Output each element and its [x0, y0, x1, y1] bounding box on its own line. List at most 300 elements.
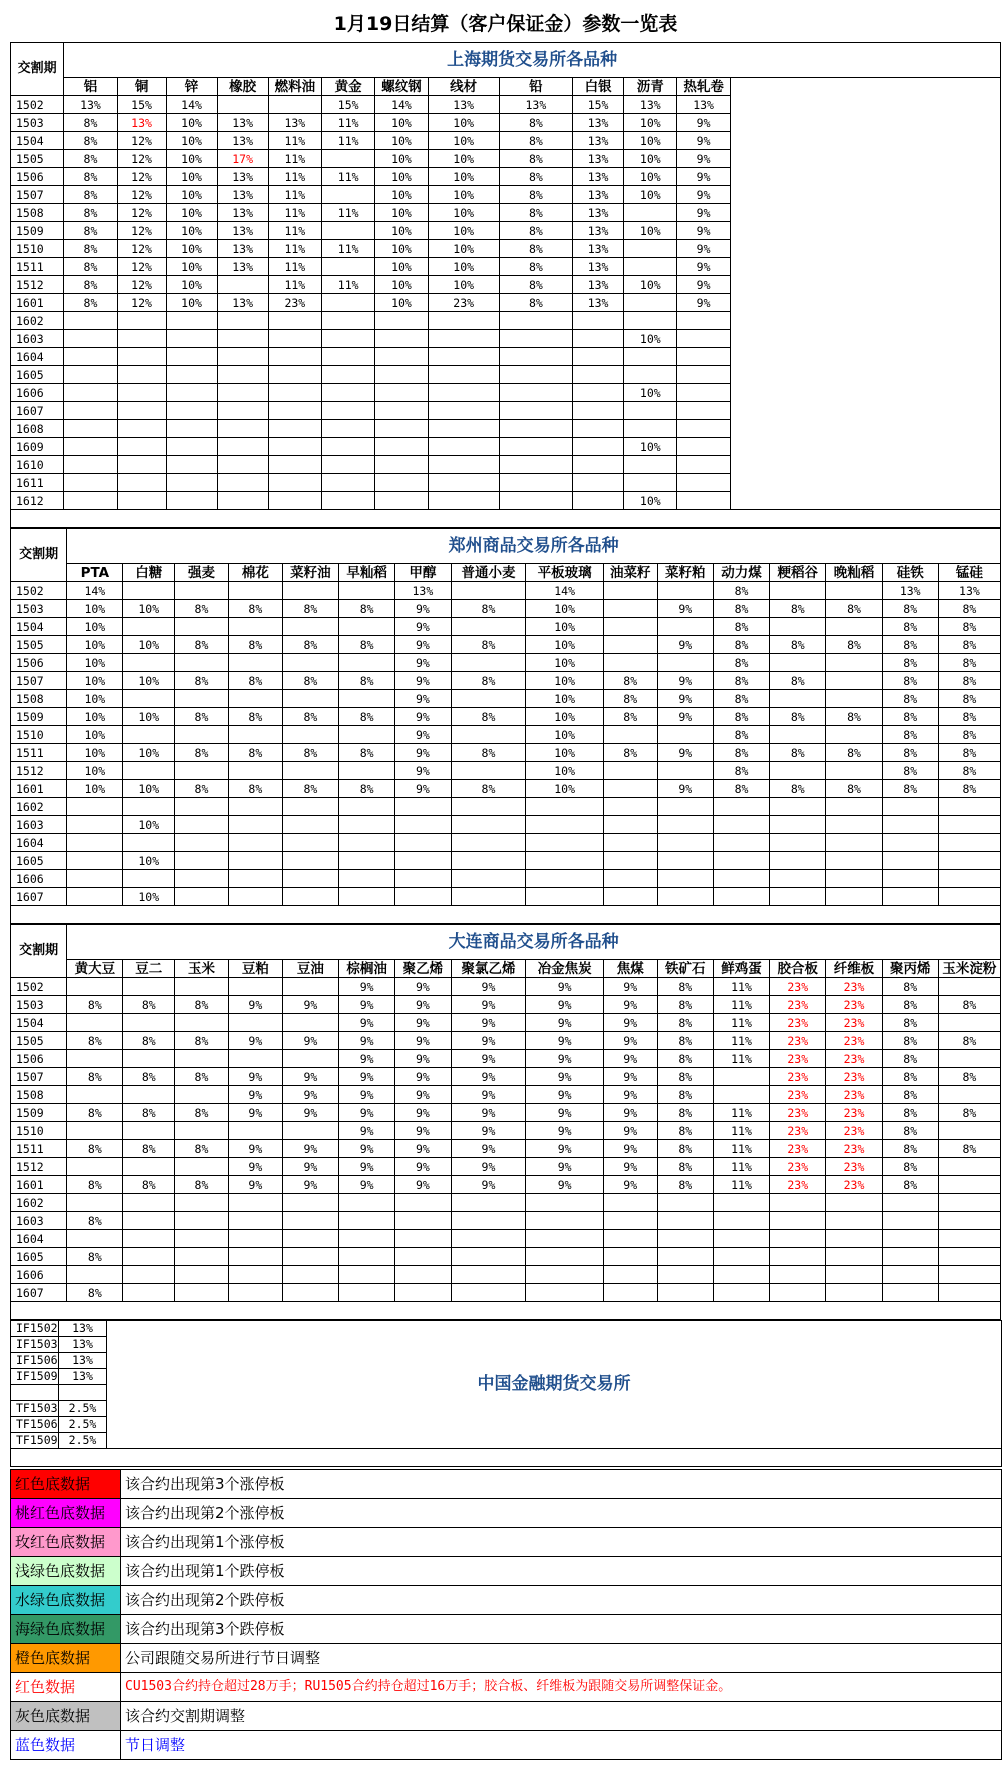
- margin-cell: [826, 618, 882, 636]
- margin-cell: [603, 1230, 657, 1248]
- table-row: [11, 744, 1001, 762]
- margin-cell: [117, 456, 166, 474]
- margin-cell: 23%: [770, 1158, 826, 1176]
- shfe-table: [10, 42, 1001, 528]
- margin-cell: [166, 330, 217, 348]
- blank-cell: [730, 276, 1000, 294]
- margin-cell: [624, 294, 677, 312]
- margin-cell: [713, 1086, 769, 1104]
- legend-swatch-label: 玫红色底数据: [11, 1528, 121, 1557]
- margin-cell: 10%: [526, 618, 603, 636]
- margin-cell: 11%: [713, 1014, 769, 1032]
- margin-cell: 11%: [322, 132, 375, 150]
- product-header: 棉花: [228, 564, 282, 582]
- margin-cell: 10%: [375, 222, 428, 240]
- margin-cell: 8%: [282, 600, 338, 618]
- margin-cell: [713, 1194, 769, 1212]
- margin-cell: 8%: [175, 1032, 229, 1050]
- margin-cell: 8%: [882, 1158, 938, 1176]
- margin-cell: [339, 654, 395, 672]
- margin-cell: 9%: [451, 1050, 526, 1068]
- margin-cell: [175, 1230, 229, 1248]
- margin-cell: 9%: [451, 1122, 526, 1140]
- margin-cell: 13%: [938, 582, 1000, 600]
- margin-cell: 9%: [677, 114, 730, 132]
- margin-cell: [67, 1230, 123, 1248]
- margin-cell: [826, 1248, 882, 1266]
- margin-cell: 8%: [451, 672, 526, 690]
- margin-cell: [67, 1266, 123, 1284]
- margin-cell: [123, 726, 175, 744]
- contract-month: 1511: [11, 744, 67, 762]
- margin-cell: [938, 834, 1000, 852]
- margin-cell: 11%: [268, 168, 321, 186]
- margin-cell: [375, 456, 428, 474]
- margin-cell: [339, 1284, 395, 1302]
- margin-cell: [451, 834, 526, 852]
- margin-cell: [228, 690, 282, 708]
- margin-cell: [499, 330, 572, 348]
- margin-cell: [175, 582, 229, 600]
- table-row: [11, 996, 1001, 1014]
- margin-cell: [677, 366, 730, 384]
- contract-month: 1508: [11, 204, 64, 222]
- margin-cell: [938, 1230, 1000, 1248]
- margin-cell: 9%: [228, 1158, 282, 1176]
- table-row: [11, 1140, 1001, 1158]
- margin-cell: [526, 1248, 603, 1266]
- margin-cell: [657, 1230, 713, 1248]
- product-header: 黄大豆: [67, 960, 123, 978]
- table-row: [11, 348, 1001, 366]
- cffex-margin: 13%: [59, 1337, 107, 1353]
- margin-cell: [770, 654, 826, 672]
- margin-cell: [123, 1014, 175, 1032]
- margin-cell: 8%: [713, 744, 769, 762]
- product-header: 豆粕: [228, 960, 282, 978]
- legend-description: 该合约出现第1个涨停板: [121, 1528, 1002, 1557]
- margin-cell: [64, 312, 117, 330]
- margin-cell: 23%: [826, 1014, 882, 1032]
- margin-cell: [217, 330, 268, 348]
- margin-cell: 8%: [713, 600, 769, 618]
- margin-cell: 10%: [624, 132, 677, 150]
- contract-month: 1505: [11, 150, 64, 168]
- table-row: [11, 762, 1001, 780]
- margin-cell: 8%: [882, 708, 938, 726]
- table-row: [11, 1068, 1001, 1086]
- blank-cell: [730, 168, 1000, 186]
- margin-cell: [526, 798, 603, 816]
- margin-cell: 11%: [268, 150, 321, 168]
- legend-row: [11, 1615, 1002, 1644]
- margin-cell: 13%: [428, 96, 499, 114]
- margin-cell: [770, 870, 826, 888]
- margin-cell: 8%: [603, 708, 657, 726]
- margin-cell: [228, 762, 282, 780]
- margin-cell: [67, 798, 123, 816]
- margin-cell: [938, 1248, 1000, 1266]
- period-header: 交割期: [11, 925, 67, 978]
- margin-cell: [322, 474, 375, 492]
- margin-cell: 8%: [64, 276, 117, 294]
- margin-cell: [268, 402, 321, 420]
- cffex-contract: IF1506: [11, 1353, 59, 1369]
- margin-cell: [603, 726, 657, 744]
- margin-cell: 17%: [217, 150, 268, 168]
- margin-cell: [603, 852, 657, 870]
- contract-month: 1504: [11, 618, 67, 636]
- legend-description: 该合约出现第3个跌停板: [121, 1615, 1002, 1644]
- margin-cell: 14%: [375, 96, 428, 114]
- margin-cell: 11%: [713, 1176, 769, 1194]
- margin-cell: [217, 366, 268, 384]
- margin-cell: 10%: [428, 240, 499, 258]
- margin-cell: [67, 852, 123, 870]
- margin-cell: [395, 870, 451, 888]
- margin-cell: [282, 888, 338, 906]
- table-row: [11, 366, 1001, 384]
- margin-cell: [375, 312, 428, 330]
- margin-cell: 9%: [677, 258, 730, 276]
- margin-cell: [117, 330, 166, 348]
- margin-cell: [428, 384, 499, 402]
- margin-cell: 9%: [339, 1068, 395, 1086]
- table-row: [11, 870, 1001, 888]
- blank-header-cell: [730, 78, 1000, 96]
- table-row: [11, 240, 1001, 258]
- margin-cell: [657, 618, 713, 636]
- margin-cell: 8%: [499, 222, 572, 240]
- table-row: [11, 474, 1001, 492]
- margin-cell: [938, 978, 1000, 996]
- margin-cell: 10%: [166, 258, 217, 276]
- margin-cell: 10%: [375, 150, 428, 168]
- margin-cell: 10%: [375, 240, 428, 258]
- table-row: [11, 816, 1001, 834]
- margin-cell: [938, 852, 1000, 870]
- margin-cell: [573, 384, 624, 402]
- margin-cell: [938, 888, 1000, 906]
- margin-cell: 9%: [657, 744, 713, 762]
- margin-cell: 8%: [938, 1068, 1000, 1086]
- margin-cell: 9%: [603, 1068, 657, 1086]
- margin-cell: 9%: [395, 978, 451, 996]
- margin-cell: 8%: [499, 258, 572, 276]
- margin-cell: [166, 348, 217, 366]
- margin-cell: 8%: [499, 114, 572, 132]
- contract-month: 1604: [11, 348, 64, 366]
- cffex-contract: TF1509: [11, 1433, 59, 1449]
- margin-cell: 9%: [603, 1122, 657, 1140]
- margin-cell: [451, 852, 526, 870]
- margin-cell: [217, 402, 268, 420]
- dce-table: [10, 924, 1001, 1320]
- margin-cell: [67, 816, 123, 834]
- czce-table: [10, 528, 1001, 924]
- margin-cell: 11%: [268, 258, 321, 276]
- margin-cell: 8%: [339, 708, 395, 726]
- margin-cell: [826, 654, 882, 672]
- margin-cell: [64, 456, 117, 474]
- margin-cell: 8%: [882, 1104, 938, 1122]
- margin-cell: 8%: [882, 996, 938, 1014]
- margin-cell: [228, 1014, 282, 1032]
- margin-cell: [123, 1284, 175, 1302]
- product-header: 纤维板: [826, 960, 882, 978]
- margin-cell: [166, 456, 217, 474]
- margin-cell: 11%: [268, 186, 321, 204]
- margin-cell: 23%: [770, 1050, 826, 1068]
- margin-cell: [217, 276, 268, 294]
- margin-cell: 23%: [770, 1104, 826, 1122]
- margin-cell: [882, 1266, 938, 1284]
- legend-row: [11, 1702, 1002, 1731]
- margin-cell: 8%: [938, 1140, 1000, 1158]
- product-header: 甲醇: [395, 564, 451, 582]
- margin-cell: 9%: [395, 654, 451, 672]
- margin-cell: 9%: [677, 186, 730, 204]
- margin-cell: [268, 96, 321, 114]
- margin-cell: 9%: [339, 1176, 395, 1194]
- contract-month: 1606: [11, 384, 64, 402]
- margin-cell: [339, 618, 395, 636]
- margin-cell: [175, 1050, 229, 1068]
- margin-cell: 10%: [123, 636, 175, 654]
- margin-cell: [117, 438, 166, 456]
- margin-cell: 8%: [67, 1212, 123, 1230]
- margin-cell: 9%: [395, 1176, 451, 1194]
- margin-cell: 8%: [67, 1032, 123, 1050]
- margin-cell: 9%: [339, 1140, 395, 1158]
- margin-cell: 9%: [339, 1014, 395, 1032]
- margin-cell: [322, 150, 375, 168]
- margin-cell: 9%: [339, 1158, 395, 1176]
- cffex-margin: 13%: [59, 1321, 107, 1337]
- margin-cell: 8%: [882, 1068, 938, 1086]
- margin-cell: 10%: [67, 654, 123, 672]
- margin-cell: [322, 258, 375, 276]
- contract-month: 1510: [11, 240, 64, 258]
- legend-description: CU1503合约持仓超过28万手；RU1505合约持仓超过16万手；胶合板、纤维板为跟随交易所调整保证金。: [121, 1673, 1002, 1702]
- margin-cell: [268, 312, 321, 330]
- margin-cell: 11%: [713, 1122, 769, 1140]
- margin-cell: 10%: [166, 294, 217, 312]
- margin-cell: 8%: [123, 1104, 175, 1122]
- margin-cell: [395, 798, 451, 816]
- margin-cell: 9%: [395, 690, 451, 708]
- cffex-margin: 2.5%: [59, 1433, 107, 1449]
- margin-cell: 13%: [882, 582, 938, 600]
- margin-cell: 8%: [938, 618, 1000, 636]
- margin-cell: [451, 1248, 526, 1266]
- margin-cell: [117, 402, 166, 420]
- margin-cell: 8%: [282, 780, 338, 798]
- product-header: 锌: [166, 78, 217, 96]
- margin-cell: 10%: [624, 222, 677, 240]
- product-header: 聚氯乙烯: [451, 960, 526, 978]
- legend-swatch-label: 海绿色底数据: [11, 1615, 121, 1644]
- margin-cell: [499, 384, 572, 402]
- margin-cell: [573, 402, 624, 420]
- margin-cell: [395, 888, 451, 906]
- table-row: [11, 708, 1001, 726]
- margin-cell: [64, 330, 117, 348]
- margin-cell: 10%: [624, 276, 677, 294]
- contract-month: 1609: [11, 438, 64, 456]
- margin-cell: 9%: [603, 1050, 657, 1068]
- margin-cell: 13%: [573, 258, 624, 276]
- blank-cell: [730, 96, 1000, 114]
- margin-cell: 9%: [603, 1104, 657, 1122]
- margin-cell: 9%: [451, 1176, 526, 1194]
- margin-cell: [713, 888, 769, 906]
- margin-cell: [175, 978, 229, 996]
- contract-month: 1502: [11, 978, 67, 996]
- margin-cell: [624, 420, 677, 438]
- product-header: 沥青: [624, 78, 677, 96]
- margin-cell: 8%: [64, 222, 117, 240]
- margin-cell: 8%: [826, 744, 882, 762]
- margin-cell: 9%: [677, 240, 730, 258]
- margin-cell: 10%: [123, 600, 175, 618]
- margin-cell: 23%: [770, 1176, 826, 1194]
- margin-cell: [67, 1122, 123, 1140]
- margin-cell: [603, 816, 657, 834]
- contract-month: 1604: [11, 1230, 67, 1248]
- margin-cell: [938, 816, 1000, 834]
- legend-row: [11, 1470, 1002, 1499]
- margin-cell: 8%: [657, 1176, 713, 1194]
- margin-cell: [826, 834, 882, 852]
- margin-cell: 11%: [322, 240, 375, 258]
- margin-cell: [624, 204, 677, 222]
- cffex-contract: IF1503: [11, 1337, 59, 1353]
- margin-cell: 8%: [713, 780, 769, 798]
- margin-cell: [657, 888, 713, 906]
- product-header: 聚乙烯: [395, 960, 451, 978]
- margin-cell: [166, 384, 217, 402]
- margin-cell: 10%: [166, 240, 217, 258]
- margin-cell: 9%: [339, 1104, 395, 1122]
- contract-month: 1607: [11, 402, 64, 420]
- margin-cell: 9%: [603, 1176, 657, 1194]
- margin-cell: [228, 1230, 282, 1248]
- margin-cell: 9%: [395, 1050, 451, 1068]
- margin-cell: [451, 654, 526, 672]
- margin-cell: 9%: [228, 1140, 282, 1158]
- margin-cell: 8%: [451, 708, 526, 726]
- contract-month: 1611: [11, 474, 64, 492]
- margin-cell: 13%: [573, 114, 624, 132]
- table-row: [11, 456, 1001, 474]
- product-header: 热轧卷: [677, 78, 730, 96]
- margin-cell: 12%: [117, 168, 166, 186]
- blank-cell: [730, 186, 1000, 204]
- product-header: 玉米淀粉: [938, 960, 1000, 978]
- margin-cell: [228, 834, 282, 852]
- margin-cell: 8%: [451, 744, 526, 762]
- product-header: 焦煤: [603, 960, 657, 978]
- margin-cell: [428, 492, 499, 510]
- margin-cell: 9%: [603, 1086, 657, 1104]
- margin-cell: [713, 816, 769, 834]
- legend-description: 该合约出现第3个涨停板: [121, 1470, 1002, 1499]
- margin-cell: 10%: [123, 888, 175, 906]
- margin-cell: [657, 1212, 713, 1230]
- margin-cell: [322, 438, 375, 456]
- margin-cell: 9%: [395, 1140, 451, 1158]
- contract-month: 1606: [11, 1266, 67, 1284]
- margin-cell: 8%: [826, 600, 882, 618]
- margin-cell: 8%: [938, 996, 1000, 1014]
- contract-month: 1506: [11, 168, 64, 186]
- margin-cell: 11%: [268, 204, 321, 222]
- margin-cell: [882, 834, 938, 852]
- margin-cell: [395, 1212, 451, 1230]
- margin-cell: 23%: [826, 1104, 882, 1122]
- margin-cell: [175, 690, 229, 708]
- contract-month: 1605: [11, 852, 67, 870]
- blank-cell: [730, 312, 1000, 330]
- margin-cell: 23%: [826, 1158, 882, 1176]
- margin-cell: 10%: [526, 780, 603, 798]
- margin-cell: 13%: [217, 240, 268, 258]
- margin-cell: [395, 1230, 451, 1248]
- margin-cell: [826, 762, 882, 780]
- table-row: [11, 834, 1001, 852]
- contract-month: 1508: [11, 690, 67, 708]
- margin-cell: [395, 1248, 451, 1266]
- blank-cell: [730, 474, 1000, 492]
- czce-title-row: [11, 529, 1001, 564]
- cffex-contract: TF1503: [11, 1401, 59, 1417]
- margin-cell: [123, 978, 175, 996]
- margin-cell: [67, 1194, 123, 1212]
- margin-cell: 10%: [428, 186, 499, 204]
- margin-cell: [117, 312, 166, 330]
- legend-swatch-label: 红色数据: [11, 1673, 121, 1702]
- margin-cell: 8%: [499, 132, 572, 150]
- margin-cell: [123, 582, 175, 600]
- margin-cell: 13%: [395, 582, 451, 600]
- margin-cell: 10%: [428, 114, 499, 132]
- margin-cell: 9%: [677, 294, 730, 312]
- margin-cell: [123, 654, 175, 672]
- margin-cell: [657, 870, 713, 888]
- cffex-contract: TF1506: [11, 1417, 59, 1433]
- margin-cell: 8%: [657, 996, 713, 1014]
- margin-cell: 8%: [603, 672, 657, 690]
- margin-cell: 9%: [282, 996, 338, 1014]
- margin-cell: [657, 798, 713, 816]
- margin-cell: 23%: [826, 1086, 882, 1104]
- margin-cell: [770, 834, 826, 852]
- margin-cell: 10%: [67, 600, 123, 618]
- contract-month: 1511: [11, 1140, 67, 1158]
- margin-cell: 8%: [175, 672, 229, 690]
- margin-cell: 23%: [826, 1068, 882, 1086]
- margin-cell: [166, 492, 217, 510]
- margin-cell: 9%: [526, 1014, 603, 1032]
- margin-cell: 23%: [826, 1032, 882, 1050]
- contract-month: 1612: [11, 492, 64, 510]
- margin-cell: 15%: [117, 96, 166, 114]
- margin-cell: 13%: [573, 276, 624, 294]
- margin-cell: 8%: [282, 744, 338, 762]
- margin-cell: 8%: [64, 132, 117, 150]
- margin-cell: [217, 348, 268, 366]
